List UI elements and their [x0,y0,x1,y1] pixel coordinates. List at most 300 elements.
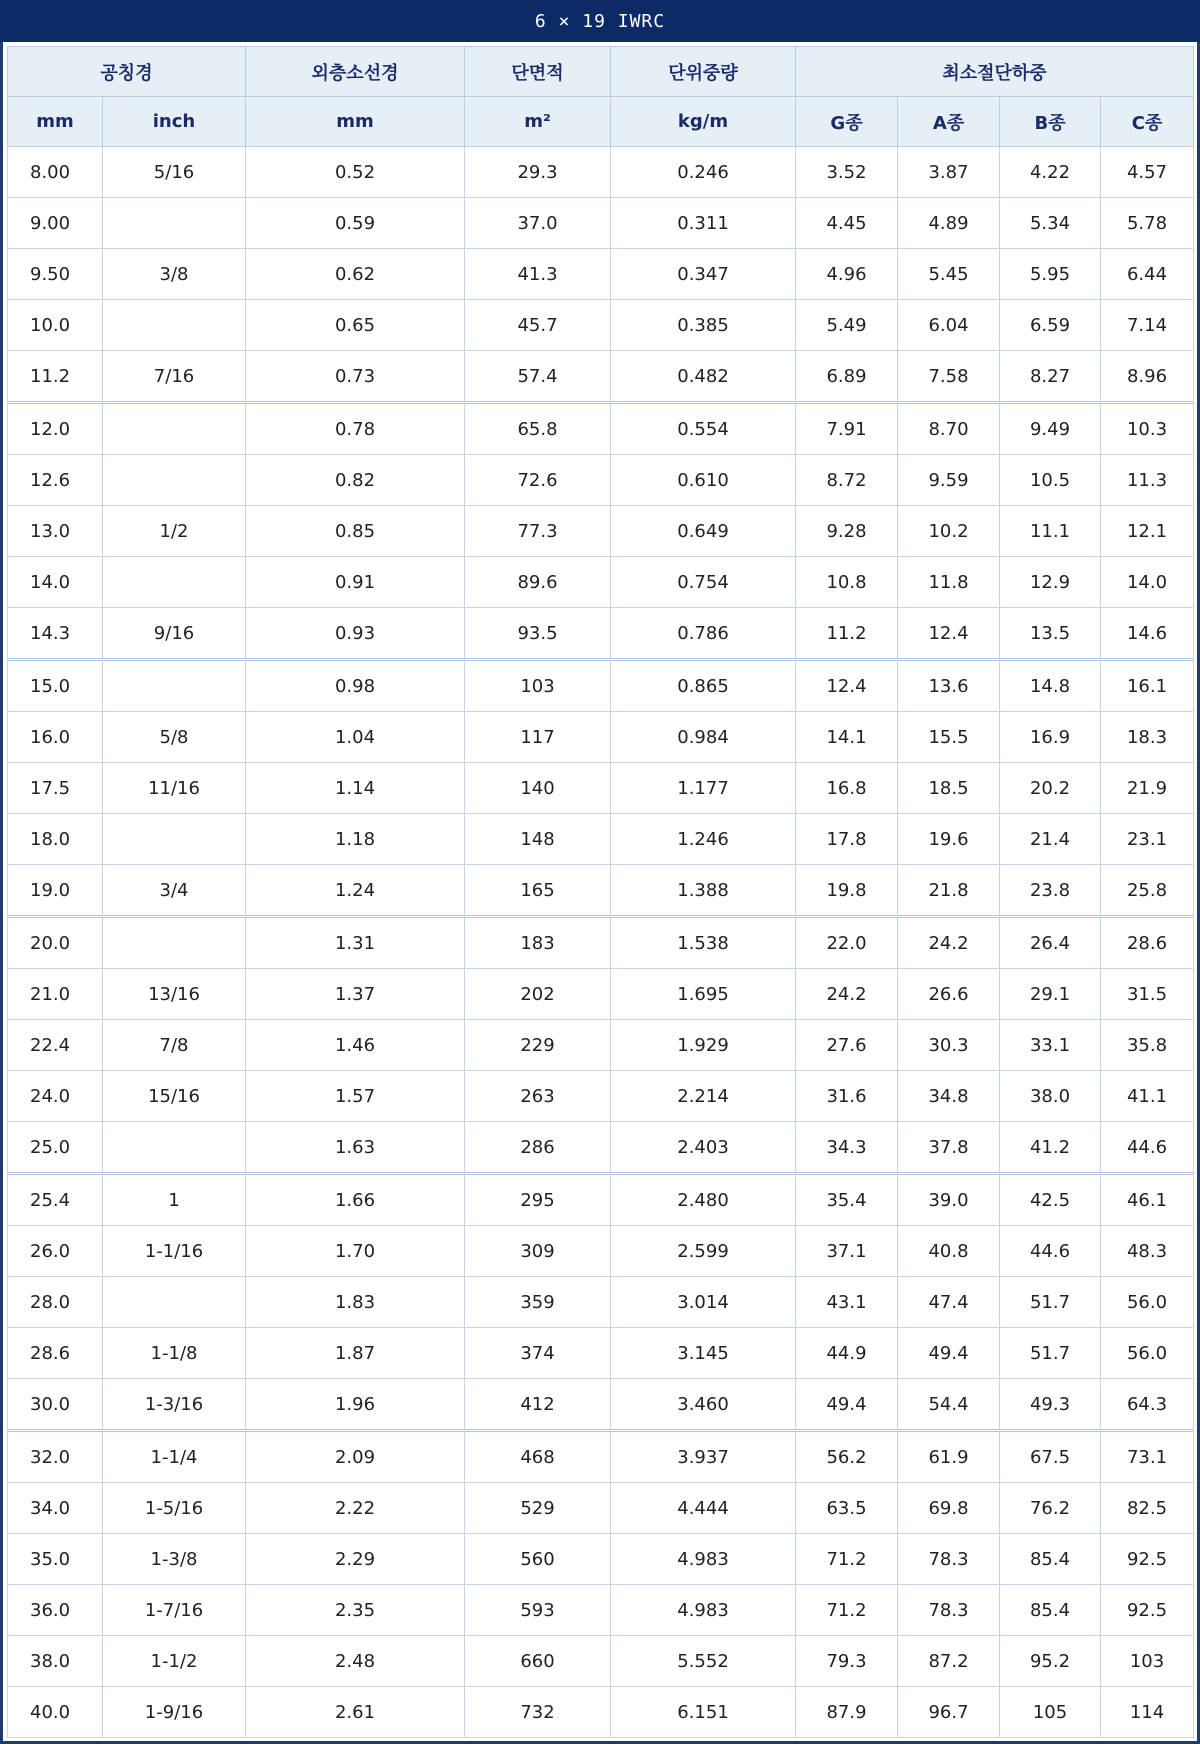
table-cell: 0.554 [611,403,796,455]
table-cell: 26.0 [8,1226,103,1277]
table-cell: 5.78 [1101,198,1194,249]
table-row [8,763,1194,814]
table-cell: 38.0 [1000,1071,1101,1122]
table-cell: 6.151 [611,1687,796,1738]
table-cell: 1.57 [246,1071,465,1122]
table-cell: 1 [103,1174,246,1226]
table-cell: 21.4 [1000,814,1101,865]
table-row [8,1636,1194,1687]
table-cell: 4.57 [1101,147,1194,198]
table-row [8,1174,1194,1226]
table-cell [103,198,246,249]
table-cell: 69.8 [898,1483,1000,1534]
table-cell: 44.6 [1101,1122,1194,1174]
table-row [8,660,1194,712]
table-cell: 560 [465,1534,611,1585]
table-cell: 64.3 [1101,1379,1194,1431]
table-cell: 1-7/16 [103,1585,246,1636]
table-cell: 14.3 [8,608,103,660]
table-cell: 12.1 [1101,506,1194,557]
table-row [8,300,1194,351]
table-cell: 114 [1101,1687,1194,1738]
table-cell: 1.83 [246,1277,465,1328]
table-cell: 49.4 [898,1328,1000,1379]
table-cell: 412 [465,1379,611,1431]
table-cell: 29.1 [1000,969,1101,1020]
table-cell: 40.0 [8,1687,103,1738]
table-cell: 24.2 [898,917,1000,969]
subheader-grade-c: C종 [1101,97,1194,147]
table-cell: 8.96 [1101,351,1194,403]
table-cell: 2.480 [611,1174,796,1226]
table-cell: 19.0 [8,865,103,917]
table-cell: 1.04 [246,712,465,763]
subheader-mm: mm [8,97,103,147]
table-cell: 46.1 [1101,1174,1194,1226]
table-cell: 0.62 [246,249,465,300]
table-row [8,1122,1194,1174]
table-cell: 8.70 [898,403,1000,455]
table-cell: 41.3 [465,249,611,300]
table-cell: 103 [465,660,611,712]
table-cell: 7.14 [1101,300,1194,351]
table-cell: 4.96 [796,249,898,300]
table-cell: 35.4 [796,1174,898,1226]
table-cell: 32.0 [8,1431,103,1483]
table-cell: 36.0 [8,1585,103,1636]
table-cell: 10.2 [898,506,1000,557]
table-cell: 593 [465,1585,611,1636]
table-cell: 5.95 [1000,249,1101,300]
table-cell: 1.177 [611,763,796,814]
table-cell: 0.59 [246,198,465,249]
table-cell: 56.0 [1101,1328,1194,1379]
table-cell: 1-9/16 [103,1687,246,1738]
table-cell: 87.2 [898,1636,1000,1687]
table-row [8,917,1194,969]
table-row [8,1585,1194,1636]
table-cell: 1.538 [611,917,796,969]
table-row [8,557,1194,608]
table-cell: 1.24 [246,865,465,917]
table-cell: 8.72 [796,455,898,506]
table-cell: 103 [1101,1636,1194,1687]
table-cell: 37.0 [465,198,611,249]
table-cell: 2.09 [246,1431,465,1483]
table-row [8,1687,1194,1738]
table-cell: 4.89 [898,198,1000,249]
header-unit-weight: 단위중량 [611,47,796,97]
table-cell: 6.59 [1000,300,1101,351]
table-cell: 2.61 [246,1687,465,1738]
table-cell: 42.5 [1000,1174,1101,1226]
table-cell: 1-3/16 [103,1379,246,1431]
table-cell [103,917,246,969]
table-cell: 41.1 [1101,1071,1194,1122]
table-cell: 0.91 [246,557,465,608]
table-cell: 3/4 [103,865,246,917]
table-cell: 85.4 [1000,1534,1101,1585]
table-cell: 16.1 [1101,660,1194,712]
table-cell: 17.8 [796,814,898,865]
table-cell: 5/8 [103,712,246,763]
table-cell: 4.983 [611,1534,796,1585]
table-cell: 3/8 [103,249,246,300]
table-cell: 89.6 [465,557,611,608]
table-cell: 1-5/16 [103,1483,246,1534]
table-cell: 45.7 [465,300,611,351]
table-cell: 95.2 [1000,1636,1101,1687]
table-cell: 0.347 [611,249,796,300]
subheader-weight-unit: kg/m [611,97,796,147]
table-cell: 9/16 [103,608,246,660]
table-row [8,1483,1194,1534]
table-cell: 12.0 [8,403,103,455]
table-cell: 0.311 [611,198,796,249]
table-cell: 47.4 [898,1277,1000,1328]
table-cell: 4.45 [796,198,898,249]
table-cell [103,557,246,608]
table-cell [103,660,246,712]
table-cell: 1.96 [246,1379,465,1431]
table-cell: 15.5 [898,712,1000,763]
table-cell: 44.6 [1000,1226,1101,1277]
table-cell: 71.2 [796,1585,898,1636]
table-cell: 33.1 [1000,1020,1101,1071]
subheader-area-unit: m² [465,97,611,147]
table-row [8,198,1194,249]
table-cell: 9.28 [796,506,898,557]
table-cell: 61.9 [898,1431,1000,1483]
table-cell: 51.7 [1000,1328,1101,1379]
table-cell: 3.145 [611,1328,796,1379]
table-cell: 9.49 [1000,403,1101,455]
table-row [8,608,1194,660]
table-cell: 0.865 [611,660,796,712]
table-cell: 30.0 [8,1379,103,1431]
table-cell: 5/16 [103,147,246,198]
table-cell: 54.4 [898,1379,1000,1431]
table-cell: 12.6 [8,455,103,506]
header-cross-section-area: 단면적 [465,47,611,97]
table-cell: 140 [465,763,611,814]
table-cell: 21.9 [1101,763,1194,814]
table-cell: 34.8 [898,1071,1000,1122]
table-cell: 0.385 [611,300,796,351]
table-cell: 38.0 [8,1636,103,1687]
table-cell: 76.2 [1000,1483,1101,1534]
table-cell: 22.4 [8,1020,103,1071]
table-cell: 10.8 [796,557,898,608]
table-cell: 183 [465,917,611,969]
table-cell: 1/2 [103,506,246,557]
table-row [8,1431,1194,1483]
table-row [8,351,1194,403]
table-cell: 25.4 [8,1174,103,1226]
table-cell: 0.98 [246,660,465,712]
table-cell: 13.6 [898,660,1000,712]
table-row [8,1328,1194,1379]
table-cell: 529 [465,1483,611,1534]
table-cell: 96.7 [898,1687,1000,1738]
table-cell: 78.3 [898,1534,1000,1585]
table-cell: 16.8 [796,763,898,814]
table-cell: 67.5 [1000,1431,1101,1483]
table-cell: 0.93 [246,608,465,660]
table-cell: 148 [465,814,611,865]
table-cell: 13.5 [1000,608,1101,660]
table-cell: 1-1/2 [103,1636,246,1687]
table-cell: 2.35 [246,1585,465,1636]
table-cell: 20.0 [8,917,103,969]
table-cell: 2.48 [246,1636,465,1687]
subheader-inch: inch [103,97,246,147]
table-cell: 4.983 [611,1585,796,1636]
table-cell: 4.444 [611,1483,796,1534]
table-cell: 63.5 [796,1483,898,1534]
table-cell: 31.6 [796,1071,898,1122]
table-cell: 0.786 [611,608,796,660]
table-cell: 37.1 [796,1226,898,1277]
table-cell: 77.3 [465,506,611,557]
table-cell: 29.3 [465,147,611,198]
table-cell: 5.45 [898,249,1000,300]
table-row [8,969,1194,1020]
table-cell: 82.5 [1101,1483,1194,1534]
table-cell: 1.37 [246,969,465,1020]
table-cell: 40.8 [898,1226,1000,1277]
table-cell: 28.6 [1101,917,1194,969]
table-cell: 1.388 [611,865,796,917]
table-cell: 229 [465,1020,611,1071]
table-cell [103,300,246,351]
table-cell: 5.34 [1000,198,1101,249]
table-cell: 35.0 [8,1534,103,1585]
table-row [8,1534,1194,1585]
table-cell: 3.460 [611,1379,796,1431]
table-cell: 10.0 [8,300,103,351]
table-cell: 65.8 [465,403,611,455]
table-cell: 0.610 [611,455,796,506]
table-cell: 4.22 [1000,147,1101,198]
table-row [8,865,1194,917]
table-cell: 1.695 [611,969,796,1020]
table-cell: 12.4 [796,660,898,712]
table-cell: 12.9 [1000,557,1101,608]
table-cell: 28.6 [8,1328,103,1379]
table-row [8,814,1194,865]
table-cell: 49.4 [796,1379,898,1431]
table-cell: 16.0 [8,712,103,763]
table-cell: 2.214 [611,1071,796,1122]
table-cell: 1-1/4 [103,1431,246,1483]
table-cell: 0.754 [611,557,796,608]
table-row [8,1020,1194,1071]
table-cell: 37.8 [898,1122,1000,1174]
table-cell: 78.3 [898,1585,1000,1636]
table-cell: 1.18 [246,814,465,865]
table-cell: 295 [465,1174,611,1226]
table-cell [103,814,246,865]
table-cell: 11.3 [1101,455,1194,506]
table-cell: 13/16 [103,969,246,1020]
table-cell: 14.8 [1000,660,1101,712]
table-cell: 468 [465,1431,611,1483]
table-cell: 0.246 [611,147,796,198]
table-cell: 56.2 [796,1431,898,1483]
table-cell: 93.5 [465,608,611,660]
table-cell: 0.73 [246,351,465,403]
table-cell: 374 [465,1328,611,1379]
table-cell: 6.89 [796,351,898,403]
table-cell: 263 [465,1071,611,1122]
table-cell: 0.482 [611,351,796,403]
table-cell: 30.3 [898,1020,1000,1071]
table-cell: 26.4 [1000,917,1101,969]
header-outer-wire-diameter: 외층소선경 [246,47,465,97]
table-row [8,147,1194,198]
table-cell: 35.8 [1101,1020,1194,1071]
table-cell: 15/16 [103,1071,246,1122]
table-cell: 10.5 [1000,455,1101,506]
table-cell: 2.29 [246,1534,465,1585]
table-cell: 0.649 [611,506,796,557]
subheader-grade-g: G종 [796,97,898,147]
table-cell: 0.82 [246,455,465,506]
header-min-breaking-load: 최소절단하중 [796,47,1194,97]
table-cell: 12.4 [898,608,1000,660]
header-unit-row [8,97,1194,147]
table-cell: 14.1 [796,712,898,763]
header-group-row [8,47,1194,97]
table-cell: 202 [465,969,611,1020]
table-cell: 1-3/8 [103,1534,246,1585]
table-row [8,1379,1194,1431]
table-cell: 1.66 [246,1174,465,1226]
table-cell: 105 [1000,1687,1101,1738]
table-cell: 11/16 [103,763,246,814]
table-cell: 24.2 [796,969,898,1020]
table-cell: 3.014 [611,1277,796,1328]
table-cell: 57.4 [465,351,611,403]
table-cell: 24.0 [8,1071,103,1122]
table-frame [0,42,1200,1744]
table-cell: 11.8 [898,557,1000,608]
table-cell: 11.1 [1000,506,1101,557]
table-cell: 9.59 [898,455,1000,506]
table-cell: 3.52 [796,147,898,198]
table-cell: 34.0 [8,1483,103,1534]
table-cell: 49.3 [1000,1379,1101,1431]
subheader-wire-mm: mm [246,97,465,147]
table-cell: 2.403 [611,1122,796,1174]
table-row [8,1277,1194,1328]
table-cell: 2.599 [611,1226,796,1277]
table-cell: 11.2 [8,351,103,403]
table-cell: 0.984 [611,712,796,763]
subheader-grade-b: B종 [1000,97,1101,147]
table-cell: 10.3 [1101,403,1194,455]
table-cell: 5.49 [796,300,898,351]
table-cell: 5.552 [611,1636,796,1687]
table-cell: 9.50 [8,249,103,300]
table-cell: 31.5 [1101,969,1194,1020]
table-cell: 732 [465,1687,611,1738]
table-cell: 14.6 [1101,608,1194,660]
table-cell: 20.2 [1000,763,1101,814]
table-cell: 72.6 [465,455,611,506]
table-cell: 1.31 [246,917,465,969]
table-cell: 44.9 [796,1328,898,1379]
table-cell [103,455,246,506]
table-cell: 25.8 [1101,865,1194,917]
table-cell: 28.0 [8,1277,103,1328]
table-cell: 27.6 [796,1020,898,1071]
table-cell: 1.46 [246,1020,465,1071]
table-cell: 660 [465,1636,611,1687]
table-cell: 19.8 [796,865,898,917]
table-cell: 7.91 [796,403,898,455]
table-cell [103,403,246,455]
table-cell: 0.78 [246,403,465,455]
table-cell: 0.65 [246,300,465,351]
table-row [8,1071,1194,1122]
table-cell: 17.5 [8,763,103,814]
table-cell: 0.52 [246,147,465,198]
table-cell: 18.5 [898,763,1000,814]
table-cell: 2.22 [246,1483,465,1534]
table-cell: 8.27 [1000,351,1101,403]
table-cell: 0.85 [246,506,465,557]
table-cell: 23.8 [1000,865,1101,917]
table-title: 6 × 19 IWRC [0,0,1200,42]
table-cell: 14.0 [1101,557,1194,608]
table-cell: 26.6 [898,969,1000,1020]
table-cell: 23.1 [1101,814,1194,865]
table-cell: 18.3 [1101,712,1194,763]
table-cell: 1.14 [246,763,465,814]
table-cell: 56.0 [1101,1277,1194,1328]
table-cell: 7.58 [898,351,1000,403]
table-cell: 19.6 [898,814,1000,865]
table-cell: 3.87 [898,147,1000,198]
table-cell: 85.4 [1000,1585,1101,1636]
table-cell: 117 [465,712,611,763]
table-row [8,1226,1194,1277]
table-cell: 73.1 [1101,1431,1194,1483]
table-cell: 7/8 [103,1020,246,1071]
table-cell: 1.929 [611,1020,796,1071]
table-cell: 87.9 [796,1687,898,1738]
table-row [8,249,1194,300]
table-cell: 6.04 [898,300,1000,351]
header-nominal-diameter: 공칭경 [8,47,246,97]
table-cell: 41.2 [1000,1122,1101,1174]
table-cell: 359 [465,1277,611,1328]
table-cell: 11.2 [796,608,898,660]
table-row [8,403,1194,455]
table-cell: 71.2 [796,1534,898,1585]
table-cell: 309 [465,1226,611,1277]
table-cell [103,1122,246,1174]
table-cell: 1.63 [246,1122,465,1174]
table-cell: 51.7 [1000,1277,1101,1328]
table-cell: 7/16 [103,351,246,403]
table-cell: 1.70 [246,1226,465,1277]
table-cell: 8.00 [8,147,103,198]
table-row [8,712,1194,763]
table-cell: 1.246 [611,814,796,865]
